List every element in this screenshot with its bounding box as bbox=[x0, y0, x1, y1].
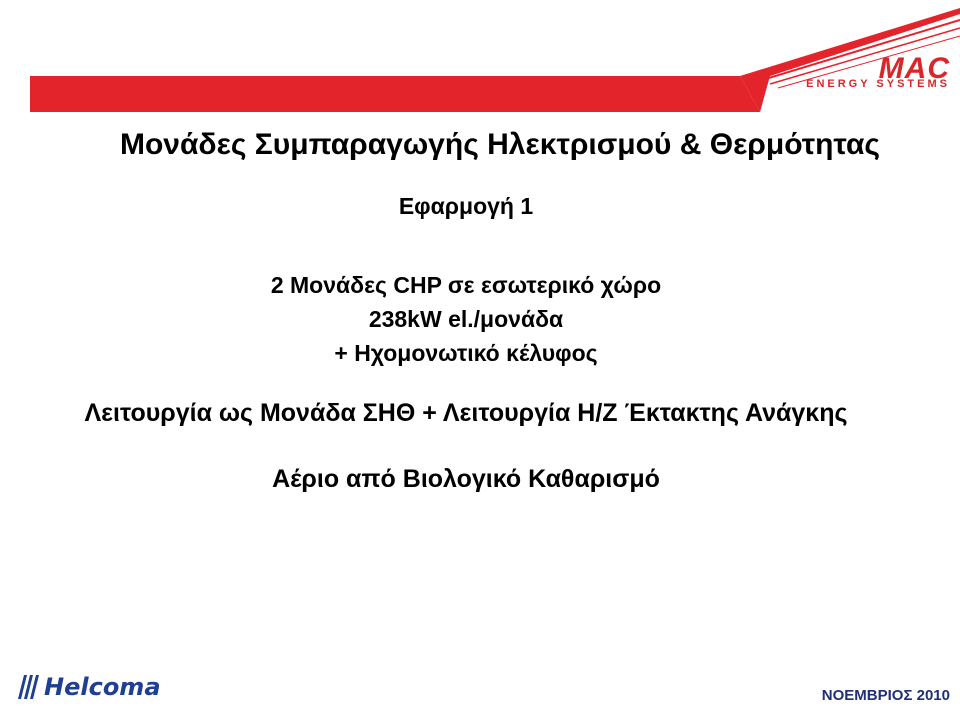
header-band bbox=[0, 0, 960, 120]
helcoma-wordmark: Helcoma bbox=[44, 673, 161, 701]
units-line: 2 Μονάδες CHP σε εσωτερικό χώρο bbox=[270, 272, 662, 298]
mac-logo-subtitle: ENERGY SYSTEMS bbox=[806, 78, 950, 90]
application-heading: Εφαρμογή 1 bbox=[398, 193, 534, 219]
power-line: 238kW el./μονάδα bbox=[368, 306, 564, 332]
operation-line: Λειτουργία ως Μονάδα ΣΗΘ + Λειτουργία Η/Ζ Έκτακτης Ανάγκης bbox=[84, 399, 848, 427]
gas-source-line: Αέριο από Βιολογικό Καθαρισμό bbox=[272, 465, 660, 493]
red-banner bbox=[30, 76, 760, 112]
mac-logo: MAC bbox=[878, 52, 950, 85]
slide-title: Μονάδες Συμπαραγωγής Ηλεκτρισμού & Θερμότητας bbox=[119, 128, 881, 161]
date-label: ΝΟΕΜΒΡΙΟΣ 2010 bbox=[821, 687, 950, 704]
helcoma-stripes-icon bbox=[14, 673, 40, 701]
helcoma-logo bbox=[14, 670, 161, 704]
enclosure-line: + Ηχομονωτικό κέλυφος bbox=[334, 340, 598, 366]
